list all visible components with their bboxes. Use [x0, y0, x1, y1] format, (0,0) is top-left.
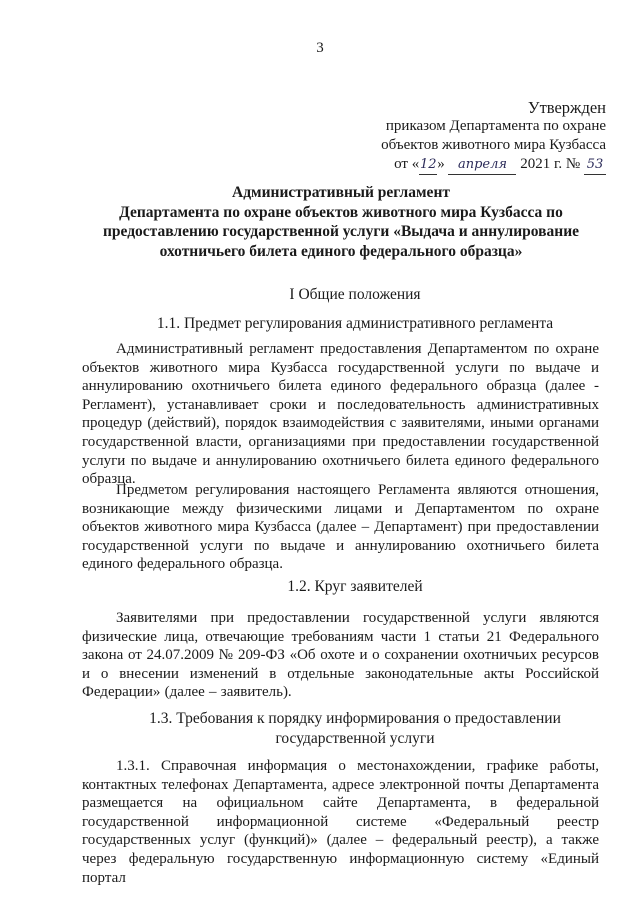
document-title [86, 183, 596, 261]
section-1-2-heading [0, 577, 640, 597]
section-heading-line-2: государственной услуги [275, 730, 435, 747]
paragraph-regulation-scope: Административный регламент предоставления Департаментом по охране объектов животного мира Кузбасса государственной услуги по выдаче и аннулированию охотничьего билета единого федерального образца (далее - Регламент), устанавливает сроки и последовательность административных процедур (действий), порядок взаимодействия с заявителями, иными органами государственной власти, организациями при предоставлении государственной услуги по выдаче и аннулированию охотничьего билета единого федерального образца. [82, 341, 599, 488]
approval-department-line: объектов животного мира Кузбасса [381, 137, 606, 153]
approval-title: Утвержден [527, 98, 606, 117]
paragraph-reference-info: 1.3.1. Справочная информация о местонахождении, графике работы, контактных телефонах Департамента, адресе электронной почты Департамента размещается на официальном сайте Департамента, в федеральной государственной информационной системе «Федеральный реестр государственных услуг (функций)» (далее – федеральный реестр), а также через федеральную государственную информационную систему «Единый портал [82, 758, 599, 886]
title-line-3: предоставлению государственной услуги «Выдача и аннулирование [102, 223, 580, 240]
title-line-4: охотничьего билета единого федерального образца» [159, 242, 523, 260]
date-prefix: от « [394, 156, 420, 172]
approval-order-line: приказом Департамента по охране [385, 118, 606, 134]
page-number: 3 [316, 40, 324, 56]
paragraph-regulation-subject: Предметом регулирования настоящего Регламента являются отношения, возникающие между физическими лицами и Департаментом по охране объектов животного мира Кузбасса (далее – Департамент) при предоставлении государственной услуги по выдаче и аннулированию охотничьего билета единого федерального образца. [82, 482, 599, 573]
section-heading-text: 1.1. Предмет регулирования административного регламента [156, 315, 554, 332]
title-line-2: Департамента по охране объектов животного мира Кузбасса по [119, 203, 563, 221]
handwritten-day: 12 [419, 155, 437, 175]
date-year: 2021 г. № [520, 156, 581, 172]
handwritten-number: 53 [584, 155, 606, 175]
handwritten-month: апреля [448, 155, 516, 175]
title-line-1: Административный регламент [232, 184, 450, 201]
paragraph-applicants: Заявителями при предоставлении государственной услуги являются физические лица, отвечающие требованиям части 1 статьи 21 Федерального закона от 24.07.2009 № 209-ФЗ «Об охоте и о сохранении охотничьих ресурсов и о внесении изменений в отдельные законодательные акты Российской Федерации» (далее – заявитель). [82, 610, 599, 701]
section-general-provisions [0, 285, 640, 305]
approval-block [381, 98, 606, 175]
approval-date-line [381, 155, 606, 175]
section-heading-line-1: 1.3. Требования к порядку информирования о предоставлении [149, 710, 561, 727]
section-heading-text: I Общие положения [289, 286, 421, 303]
section-heading-text: 1.2. Круг заявителей [287, 578, 423, 595]
date-mid: » [437, 156, 445, 172]
section-1-1-heading [0, 314, 640, 334]
section-1-3-heading [0, 709, 640, 749]
